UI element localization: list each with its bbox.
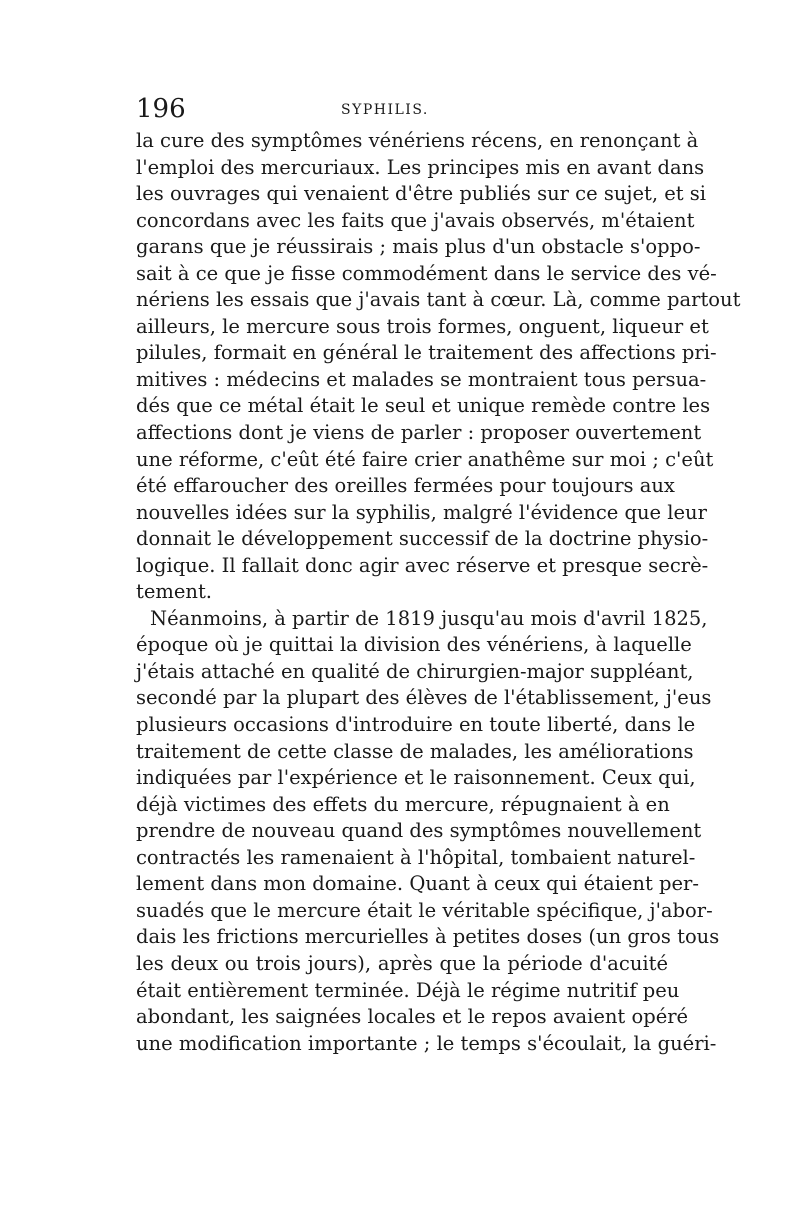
text-line: contractés les ramenaient à l'hôpital, tombaient naturel-	[136, 845, 696, 869]
text-line: une réforme, c'eût été faire crier anathême sur moi ; c'eût	[136, 447, 714, 471]
text-line: donnait le développement successif de la doctrine physio-	[136, 527, 709, 551]
text-line: pilules, formait en général le traitement des affections pri-	[136, 341, 717, 365]
paragraph-first-line: Néanmoins, à partir de 1819 jusqu'au mois d'avril 1825,	[150, 606, 708, 630]
text-line: déjà victimes des effets du mercure, répugnaient à en	[136, 792, 670, 816]
page-number: 196	[136, 94, 186, 124]
body-text	[136, 128, 741, 1057]
text-line: époque où je quittai la division des vénériens, à laquelle	[136, 633, 692, 657]
text-line: indiquées par l'expérience et le raisonnement. Ceux qui,	[136, 766, 696, 790]
text-line: la cure des symptômes vénériens récens, en renonçant à	[136, 129, 699, 152]
text-line: les ouvrages qui venaient d'être publiés sur ce sujet, et si	[136, 182, 707, 206]
running-head: SYPHILIS.	[341, 102, 429, 118]
text-line: sait à ce que je fisse commodément dans le service des vé-	[136, 261, 717, 285]
text-line: traitement de cette classe de malades, les améliorations	[136, 739, 694, 763]
text-line: lement dans mon domaine. Quant à ceux qui étaient per-	[136, 872, 699, 896]
text-line: garans que je réussirais ; mais plus d'un obstacle s'oppo-	[136, 235, 701, 259]
text-line: une modification importante ; le temps s'écoulait, la guéri-	[136, 1031, 717, 1055]
text-line: nouvelles idées sur la syphilis, malgré l'évidence que leur	[136, 500, 707, 524]
text-line: abondant, les saignées locales et le repos avaient opéré	[136, 1005, 689, 1029]
page-header	[136, 92, 668, 126]
text-line: prendre de nouveau quand des symptômes nouvellement	[136, 819, 702, 843]
text-line: était entièrement terminée. Déjà le régime nutritif peu	[136, 978, 680, 1002]
text-line: concordans avec les faits que j'avais observés, m'étaient	[136, 208, 695, 232]
text-line: j'étais attaché en qualité de chirurgien-major suppléant,	[136, 659, 694, 683]
text-line: dés que ce métal était le seul et unique remède contre les	[136, 394, 711, 418]
text-line: les deux ou trois jours), après que la période d'acuité	[136, 951, 668, 975]
text-line: dais les frictions mercurielles à petites doses (un gros tous	[136, 925, 720, 949]
text-line: secondé par la plupart des élèves de l'établissement, j'eus	[136, 686, 712, 710]
text-line: nériens les essais que j'avais tant à cœur. Là, comme partout	[136, 288, 741, 312]
paragraph-last-line: tement.	[136, 580, 213, 604]
text-line: logique. Il fallait donc agir avec réserve et presque secrè-	[136, 553, 709, 577]
text-line: mitives : médecins et malades se montraient tous persua-	[136, 367, 707, 391]
text-line: l'emploi des mercuriaux. Les principes mis en avant dans	[136, 155, 705, 179]
text-line: plusieurs occasions d'introduire en toute liberté, dans le	[136, 713, 696, 737]
text-line: été effaroucher des oreilles fermées pour toujours aux	[136, 474, 675, 498]
text-line: suadés que le mercure était le véritable spécifique, j'abor-	[136, 898, 713, 922]
text-line: affections dont je viens de parler : proposer ouvertement	[136, 421, 702, 445]
text-line: ailleurs, le mercure sous trois formes, onguent, liqueur et	[136, 314, 709, 338]
